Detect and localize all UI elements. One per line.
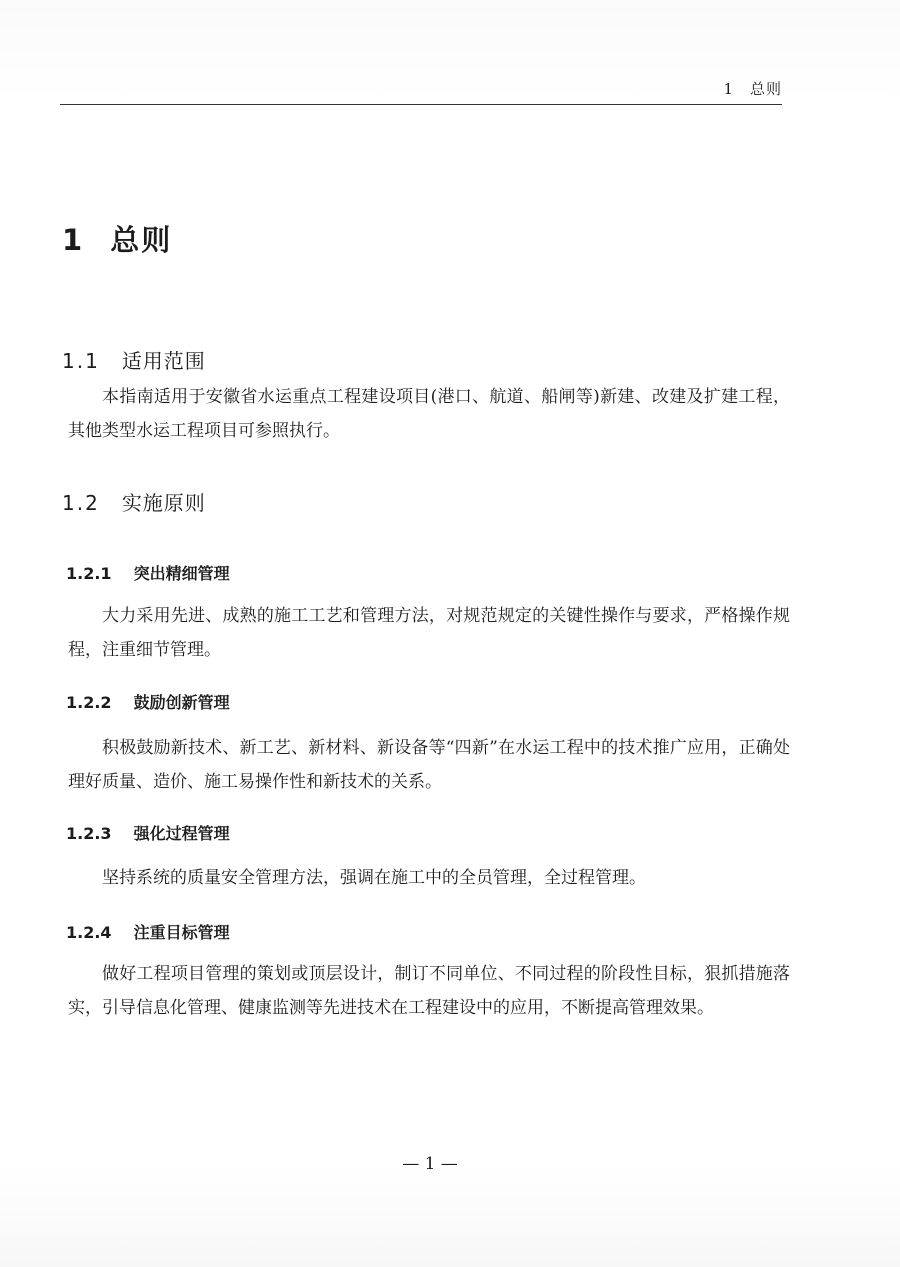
- running-header-title: 1 总则: [723, 80, 782, 98]
- chapter-title: [62, 218, 172, 259]
- paragraph-innovation-management: 积极鼓励新技术、新工艺、新材料、新设备等“四新”在水运工程中的技术推广应用，正确处理好质量、造价、施工易操作性和新技术的关系。: [68, 738, 790, 792]
- section-heading-1-1: [62, 345, 206, 374]
- paragraph-objective-management: 做好工程项目管理的策划或顶层设计，制订不同单位、不同过程的阶段性目标，狠抓措施落实，引导信息化管理、健康监测等先进技术在工程建设中的应用，不断提高管理效果。: [68, 964, 790, 1018]
- page-number: — 1 —: [402, 1154, 458, 1174]
- subsection-number: 1.2.3: [66, 824, 112, 843]
- paragraph-fine-management: 大力采用先进、成熟的施工工艺和管理方法，对规范规定的关键性操作与要求，严格操作规程，注重细节管理。: [68, 606, 790, 660]
- subsection-heading-1-2-2: [66, 690, 230, 713]
- subsection-heading-1-2-3: [66, 821, 230, 844]
- subsection-title: 强化过程管理: [133, 824, 230, 843]
- subsection-number: 1.2.1: [66, 564, 112, 583]
- section-title: 适用范围: [121, 349, 206, 373]
- section-title: 实施原则: [121, 491, 206, 515]
- subsection-heading-1-2-1: [66, 561, 230, 584]
- subsection-title: 突出精细管理: [133, 564, 230, 583]
- running-header: [60, 76, 782, 105]
- chapter-number: 1: [62, 223, 85, 257]
- subsection-title: 注重目标管理: [133, 923, 230, 942]
- subsection-number: 1.2.4: [66, 923, 112, 942]
- chapter-title-text: 总则: [110, 223, 173, 257]
- subsection-heading-1-2-4: [66, 920, 230, 943]
- section-number: 1.1: [62, 349, 100, 373]
- section-heading-1-2: [62, 487, 206, 516]
- subsection-number: 1.2.2: [66, 693, 112, 712]
- paragraph-process-management: 坚持系统的质量安全管理方法，强调在施工中的全员管理，全过程管理。: [102, 868, 646, 888]
- section-number: 1.2: [62, 491, 100, 515]
- subsection-title: 鼓励创新管理: [133, 693, 230, 712]
- paragraph-scope: 本指南适用于安徽省水运重点工程建设项目(港口、航道、船闸等)新建、改建及扩建工程，其他类型水运工程项目可参照执行。: [68, 387, 790, 441]
